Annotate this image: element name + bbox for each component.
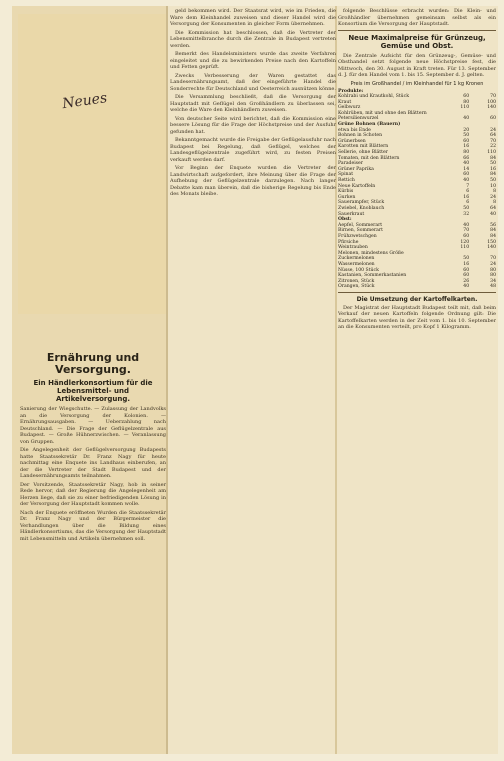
price-value: 24: [490, 127, 496, 133]
price-item-name: Spinat: [338, 172, 354, 178]
price-value: 8: [493, 189, 496, 195]
price-value: 84: [490, 228, 496, 234]
price-value: 110: [460, 105, 470, 111]
price-value: 40: [463, 284, 470, 290]
price-value: 40: [463, 222, 470, 228]
price-value: 70: [463, 228, 470, 234]
article-paragraph: Bekanntgemacht wurde die Freigabe der Geflügelausfuhr nach Budapest bei Regelung, daß Geflügel, welches der Landesgeflügelzentrale zugeführt wird, zu festen Preisen verkauft werden darf.: [170, 137, 336, 163]
price-item-name: Zuckermelonen: [338, 256, 375, 262]
right-column: [338, 8, 496, 752]
price-item-name: Birnen, Sommerart: [338, 228, 383, 234]
price-item-name: Sellerie, ohne Blätter: [338, 150, 388, 156]
price-value: 16: [463, 144, 470, 150]
article-paragraph: Die Versammlung beschließt, daß die Versorgung der Hauptstadt mit Geflügel den Großhändlern zu überlassen sei, welche die Ware den Kleinhändlern zuweisen.: [170, 94, 336, 113]
price-value: 14: [463, 166, 470, 172]
price-item-name: Melonen, mindestens Größe: [338, 250, 404, 256]
price-item-name: Gurken: [338, 194, 356, 200]
price-value: 7: [466, 183, 470, 189]
price-item-name: Obst:: [338, 217, 352, 223]
price-value: 50: [463, 205, 470, 211]
closing-title: Die Umsetzung der Kartoffelkarten.: [356, 295, 478, 303]
price-item-name: Grüne Bohnen (Bauern): [338, 122, 401, 128]
price-value: 40: [463, 116, 470, 122]
news-text: Die Zentrale Aufsicht für den Grünzeug-, Gemüse- und Obsthandel setzt folgende neue Höchstpreise fest, die Mittwoch, den 30. August in Kraft treten. Für 13. September d. J. für den Handel vom 1. bis 15. September d. J. gelten.: [338, 52, 496, 78]
news-text-block: [338, 53, 496, 79]
price-item-name: etwa bis Ende: [338, 127, 371, 133]
price-item-name: Neue Kartoffeln: [338, 183, 376, 189]
price-item-name: Bohnen in Schoten: [338, 133, 383, 139]
article-paragraph: Bemerkt des Handelsministers wurde das zweite Verfahren eingeleitet und die zu bewirkenden Preise nach den Kartoffeln und Fetten geprüft.: [170, 51, 336, 70]
price-item-name: Orangen, Stück: [338, 284, 375, 290]
price-row: [338, 284, 496, 290]
price-value: 110: [487, 150, 496, 156]
left-article: [20, 352, 166, 544]
left-article-body: [20, 406, 166, 542]
price-value: 10: [490, 183, 496, 189]
divider: [338, 30, 496, 31]
article-paragraph: Die Kommission hat beschlossen, daß die Vertreter der Lebensmittelbranche durch die Zentrale in Budapest vertreten werden.: [170, 29, 336, 49]
price-value: 60: [463, 172, 470, 178]
price-value: 50: [490, 178, 496, 183]
price-value: 64: [490, 205, 496, 211]
price-item-name: Grünerbsen: [338, 138, 366, 144]
price-value: 40: [463, 161, 470, 167]
price-item-name: Pfirsiche: [338, 239, 359, 245]
price-value: 84: [490, 233, 496, 239]
price-value: 70: [490, 138, 496, 144]
price-item-name: Kastanien, Sommerkastanien: [338, 273, 407, 279]
price-value: 16: [490, 166, 496, 172]
price-value: 60: [490, 116, 496, 122]
price-item-name: Gelbwurz: [338, 105, 361, 111]
price-value: 40: [490, 211, 496, 217]
price-value: 60: [463, 94, 470, 100]
price-value: 24: [490, 261, 496, 267]
price-value: 84: [490, 155, 496, 161]
price-value: 26: [463, 278, 470, 284]
price-item-name: Kohlrüben, mit und ohne den Blättern: [338, 110, 427, 116]
handwritten-note: Neues: [61, 90, 109, 113]
article-subheading: Ein Händlerkonsortium für die Lebensmittel- und Artikelversorgung.: [33, 379, 153, 403]
price-value: 22: [490, 144, 496, 150]
price-value: 24: [490, 194, 496, 200]
right-intro: [338, 8, 496, 28]
price-item-name: Kohlrabi und Krautkohl, Stück: [338, 94, 410, 100]
price-value: 80: [463, 99, 470, 105]
price-item-name: Sauerampfer, Stück: [338, 200, 385, 206]
price-item-name: Aepfel, Sommerart: [338, 222, 383, 228]
price-value: 34: [490, 278, 496, 284]
price-item-name: Kraut: [338, 99, 352, 105]
price-value: 80: [463, 150, 470, 156]
price-value: 16: [463, 261, 470, 267]
price-value: 60: [463, 273, 470, 279]
price-item-name: Weintrauben: [338, 245, 368, 251]
price-value: 20: [463, 127, 470, 133]
fold-line: [166, 6, 168, 754]
price-item-name: Tomaten, mit den Blättern: [338, 155, 400, 161]
price-value: 80: [490, 267, 496, 273]
price-item-name: Frühzwetschgen: [338, 233, 377, 239]
divider: [338, 292, 496, 293]
price-table-header: Preis im Großhandel / im Kleinhandel für 1 kg Kronen: [350, 80, 484, 87]
price-value: 50: [463, 133, 470, 139]
price-item-name: Paradeiser: [338, 161, 363, 167]
price-item-name: Karotten mit Blättern: [338, 144, 389, 150]
price-value: 40: [463, 178, 470, 183]
price-value: 32: [463, 211, 470, 217]
price-item-name: Nüsse, 100 Stück: [338, 267, 379, 273]
article-heading: Ernährung und Versorgung.: [46, 351, 140, 376]
price-value: 60: [463, 267, 470, 273]
price-item-name: Wassermelonen: [338, 261, 375, 267]
article-paragraph: Der Vorsitzende, Staatssekretär Nagy, hob in seiner Rede hervor, daß der Regierung die Angelegenheit am Herzen liege, daß sie zu einer befriedigenden Lösung in der Versorgung der Hauptstadt kommen wolle.: [20, 481, 166, 507]
price-item-name: Petersilienwurzel: [338, 116, 379, 122]
closing-text-block: [338, 305, 496, 331]
price-value: 50: [463, 256, 470, 262]
price-value: 70: [490, 94, 496, 100]
middle-column: [170, 8, 336, 752]
price-value: 140: [487, 105, 496, 111]
article-paragraph: Nach der Enquete eröffneten Wurden die Staatssekretär Dr. Franz Nagy und der Bürgermeister die Verhandlungen über die Bildung eines Händlerkonsortiums, das die Versorgung der Hauptstadt mit Lebensmitteln und Artikeln übernehmen soll.: [20, 509, 166, 542]
price-value: 6: [466, 189, 470, 195]
price-value: 70: [490, 256, 496, 262]
price-value: 66: [463, 155, 470, 161]
article-paragraph: Sanierung der Wiegschutte. — Zulassung der Landvolks an die Versorgung der Kolonien. — Ernährungsausgaben. — Ueberzahlung nach Deutschland. — Die Frage der Geflügelzentrale aus Budapest. — Große Hühnerzwischen. — Veranlassung von Gruppen.: [20, 406, 166, 445]
price-value: 60: [463, 233, 470, 239]
article-paragraph: Die Angelegenheit der Geflügelversorgung Budapests hatte Staatssekretär Dr. Franz Nagy für heute nachmittag eine Enquete ins Landhaus einberufen, an der die Vertreter der Stadt Budapest und der Landesernährungsamts teilnahmen.: [20, 447, 166, 479]
article-paragraph: geld bekommen wird. Der Staatsrat wird, wie im Frieden, die Ware dem Kleinhandel zuweisen und dieser Handel wird die Versorgung der Konsumenten in gleicher Form übernehmen.: [170, 8, 336, 27]
price-item-name: Zitronen, Stück: [338, 278, 375, 284]
price-value: 84: [490, 172, 496, 178]
price-value: 56: [490, 222, 496, 228]
price-value: 80: [490, 273, 496, 279]
price-value: 48: [490, 284, 496, 290]
middle-article-body: [170, 8, 336, 198]
blank-paper-area: [18, 14, 166, 314]
price-item-name: Kürbis: [338, 189, 354, 195]
article-paragraph: Zwecks Verbesserung der Waren gestattet das Landesernährungsamt, daß der eingeführte Handel die Sonderrechte für Deutschland und Oesterreich ausnützen könne.: [170, 72, 336, 92]
price-item-name: Grüner Paprika: [338, 166, 374, 172]
article-paragraph: Von deutscher Seite wird berichtet, daß die Kommission eine bessere Lösung für die Frage der Höchstpreise und der Ausfuhr gefunden hat.: [170, 115, 336, 135]
price-table: [338, 89, 496, 290]
price-value: 140: [487, 245, 496, 251]
price-value: 6: [466, 200, 470, 206]
article-paragraph: Vor Beginn der Enquete wurden die Vertreter der Landwirtschaft aufgefordert, ihre Meinung über die Frage der Aufhebung der Geflügelzentrale darzulegen. Nach langer Debatte kam man überein, daß die bisherige Regelung bis Ende des Monats bleibe.: [170, 165, 336, 197]
price-value: 100: [487, 99, 496, 105]
price-value: 110: [460, 245, 470, 251]
intro-paragraph: folgende Beschlüsse erbracht wurden: Die Klein- und Großhändler übernehmen gemeinsam selbst als ein Konsortium die Versorgung der Hauptstadt.: [338, 8, 496, 27]
price-value: 50: [490, 161, 496, 167]
news-title: Neue Maximalpreise für Grünzeug, Gemüse und Obst.: [348, 33, 486, 50]
price-value: 60: [463, 138, 470, 144]
newspaper-clipping: [12, 6, 498, 754]
price-value: 16: [463, 194, 470, 200]
closing-text: Der Magistrat der Hauptstadt Budapest teilt mit, daß beim Verkauf der neuen Kartoffeln folgende Ordnung gilt: Die Kartoffelkarten werden in der Zeit vom 1. bis 10. September an die Konsumenten verteilt, pro Kopf 1 Kilogramm.: [338, 304, 496, 331]
price-item-name: Zwiebel, Knoblauch: [338, 205, 385, 211]
price-value: 150: [487, 239, 496, 245]
price-item-name: Sauerkraut: [338, 211, 365, 217]
price-value: 64: [490, 133, 496, 139]
price-item-name: Produkte:: [338, 88, 364, 94]
price-value: 8: [493, 200, 496, 206]
price-item-name: Rettich: [338, 178, 355, 183]
price-value: 120: [460, 239, 470, 245]
